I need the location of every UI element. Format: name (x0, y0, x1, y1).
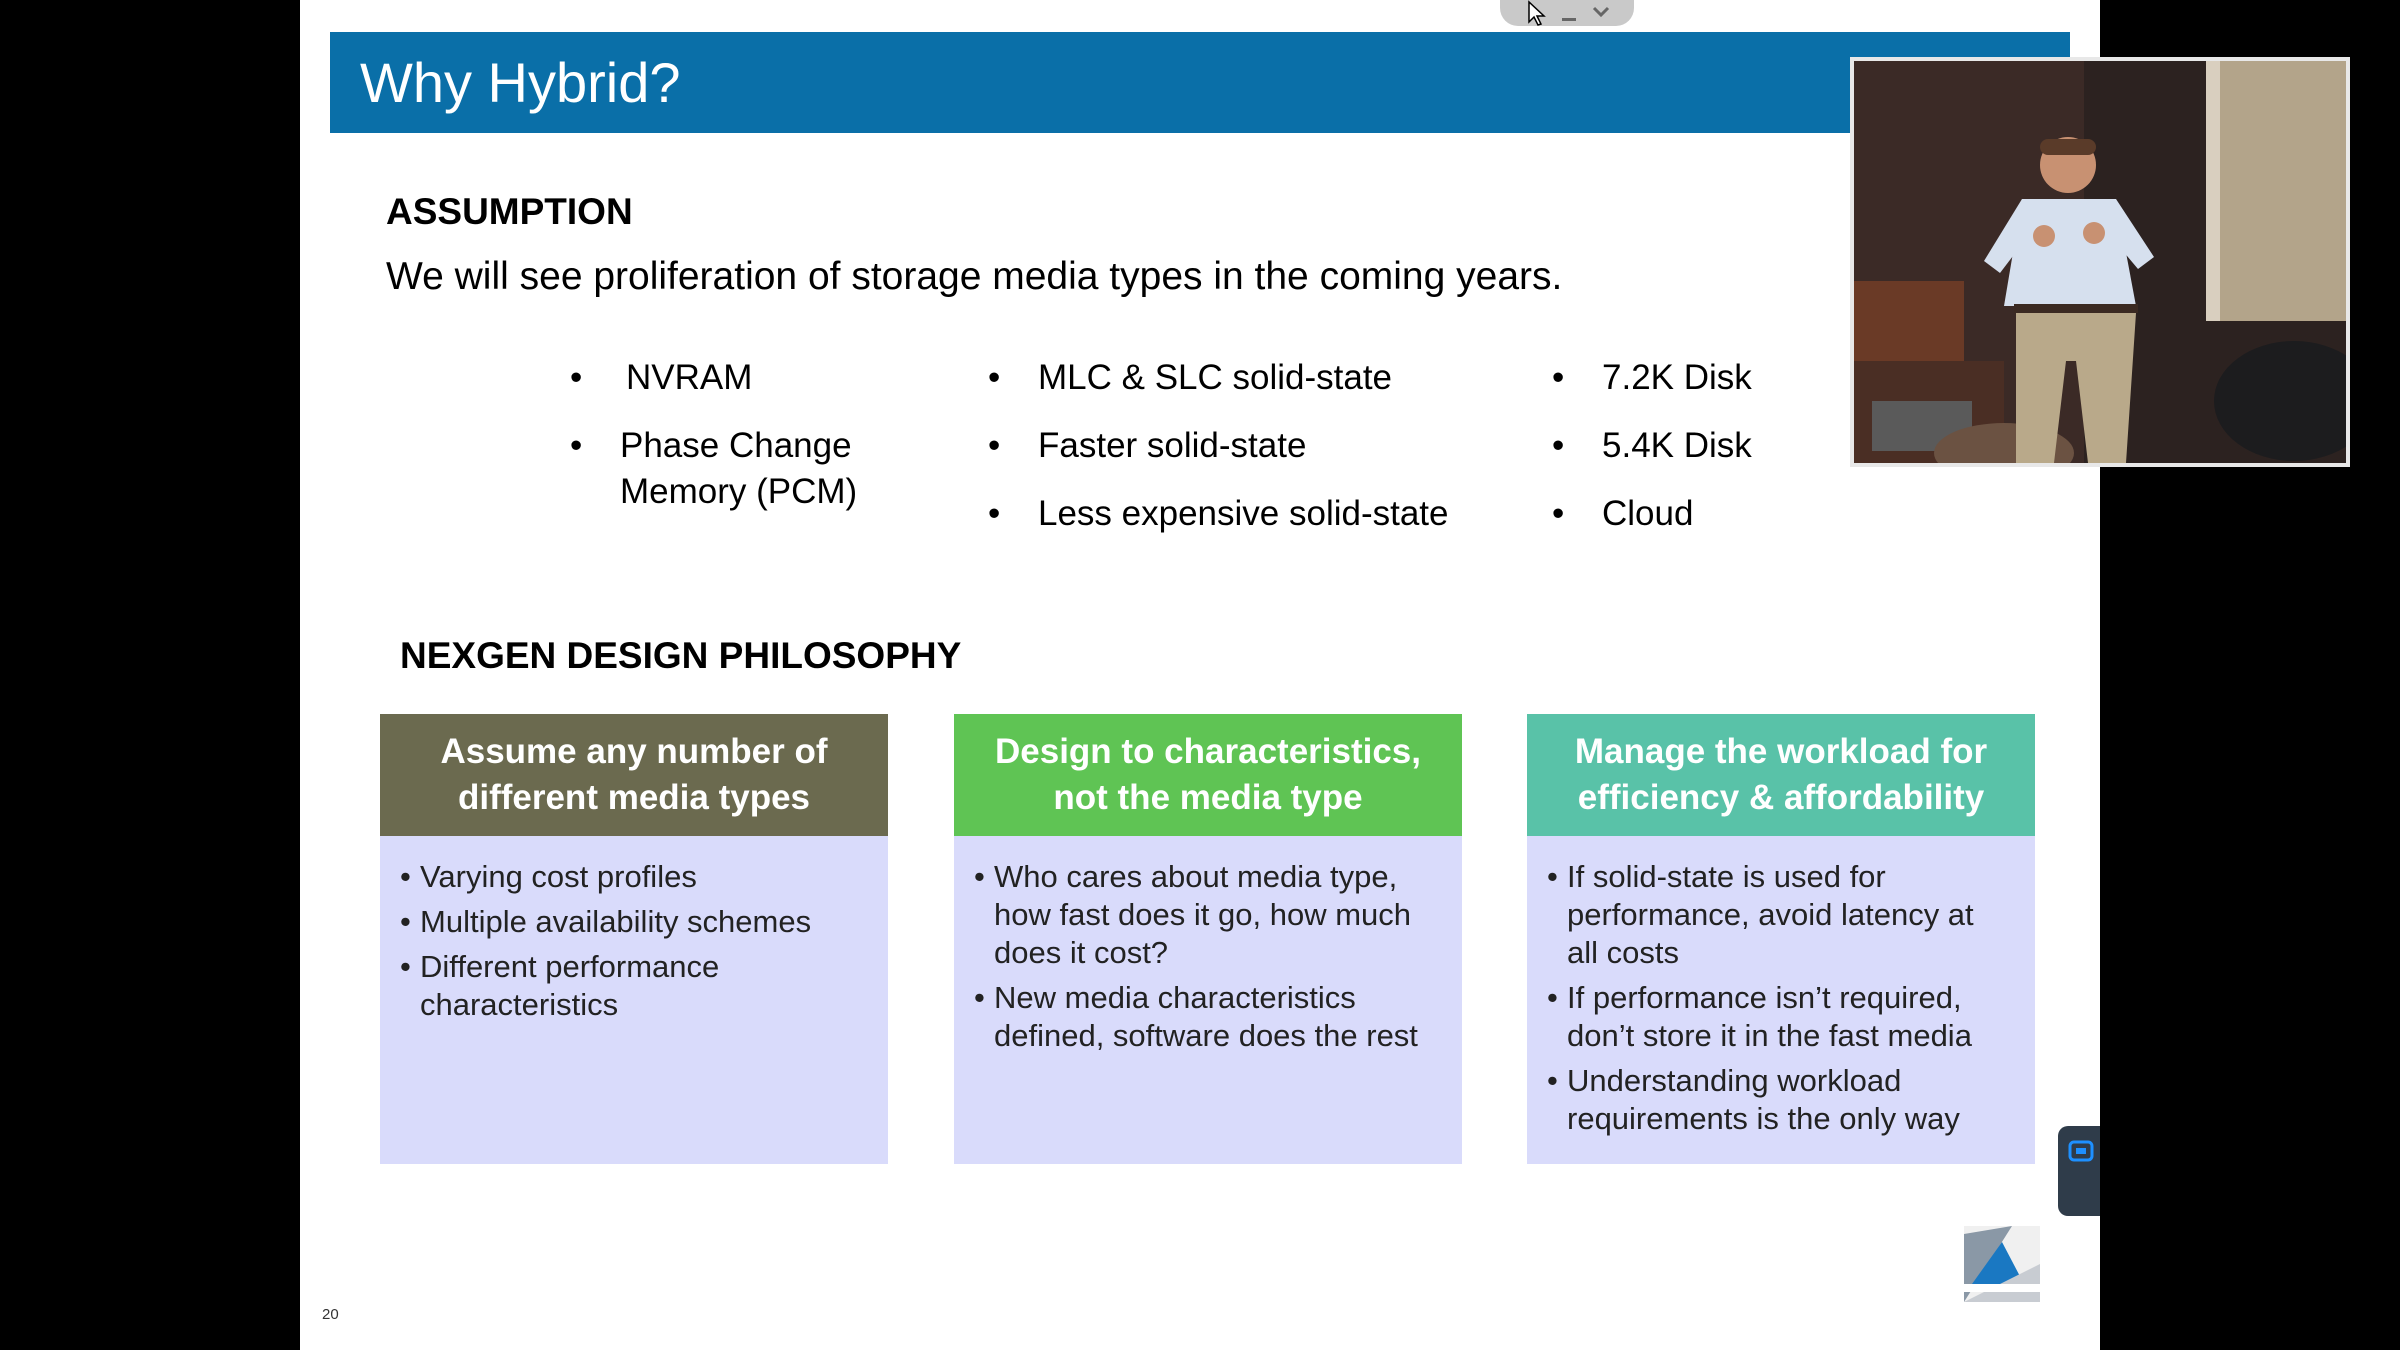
media-item: • Less expensive solid-state (988, 491, 1508, 537)
media-item: • MLC & SLC solid-state (988, 355, 1508, 401)
philosophy-heading: NEXGEN DESIGN PHILOSOPHY (400, 635, 962, 676)
box-title: Assume any number of different media types (380, 714, 888, 836)
box-bullet: • Who cares about media type, how fast does it go, how much does it cost? (974, 858, 1438, 972)
media-list-column-1 (570, 355, 900, 537)
box-bullet: • Multiple availability schemes (400, 903, 864, 941)
assumption-heading: ASSUMPTION (386, 191, 633, 232)
media-item: • Phase Change Memory (PCM) (570, 423, 900, 515)
box-title: Design to characteristics, not the media type (954, 714, 1462, 836)
box-bullet: • If performance isn’t required, don’t store it in the fast media (1547, 979, 2011, 1055)
philosophy-box-media-types (380, 714, 888, 1164)
slide-title: Why Hybrid? (360, 51, 681, 114)
media-item: • 5.4K Disk (1552, 423, 1812, 469)
company-logo (1962, 1224, 2042, 1304)
side-panel-tab[interactable] (2058, 1126, 2100, 1216)
philosophy-box-characteristics (954, 714, 1462, 1164)
presenter-image (1854, 61, 2346, 463)
box-bullet: • Different performance characteristics (400, 948, 864, 1024)
presentation-slide (300, 0, 2100, 1350)
chat-icon (2068, 1140, 2094, 1166)
media-item: • Faster solid-state (988, 423, 1508, 469)
media-item: • NVRAM (570, 355, 900, 401)
box-bullet-list (954, 836, 1462, 1055)
box-bullet: • Varying cost profiles (400, 858, 864, 896)
page-number: 20 (322, 1306, 339, 1323)
chevron-down-icon[interactable] (1590, 0, 1612, 26)
box-bullet-list (380, 836, 888, 1024)
media-item: • 7.2K Disk (1552, 355, 1812, 401)
assumption-text: We will see proliferation of storage media types in the coming years. (386, 255, 1563, 298)
philosophy-box-workload (1527, 714, 2035, 1164)
cursor-icon (1526, 0, 1548, 26)
media-list-column-3 (1552, 355, 1812, 559)
minimize-icon[interactable] (1558, 0, 1580, 26)
box-bullet: • New media characteristics defined, software does the rest (974, 979, 1438, 1055)
presenter-video (1850, 57, 2350, 467)
screen-share-toolbar (1500, 0, 1634, 26)
box-bullet: • Understanding workload requirements is the only way (1547, 1062, 2011, 1138)
media-list-column-2 (988, 355, 1508, 559)
box-title: Manage the workload for efficiency & affordability (1527, 714, 2035, 836)
box-bullet: • If solid-state is used for performance, avoid latency at all costs (1547, 858, 2011, 972)
box-bullet-list (1527, 836, 2035, 1138)
media-item: • Cloud (1552, 491, 1812, 537)
